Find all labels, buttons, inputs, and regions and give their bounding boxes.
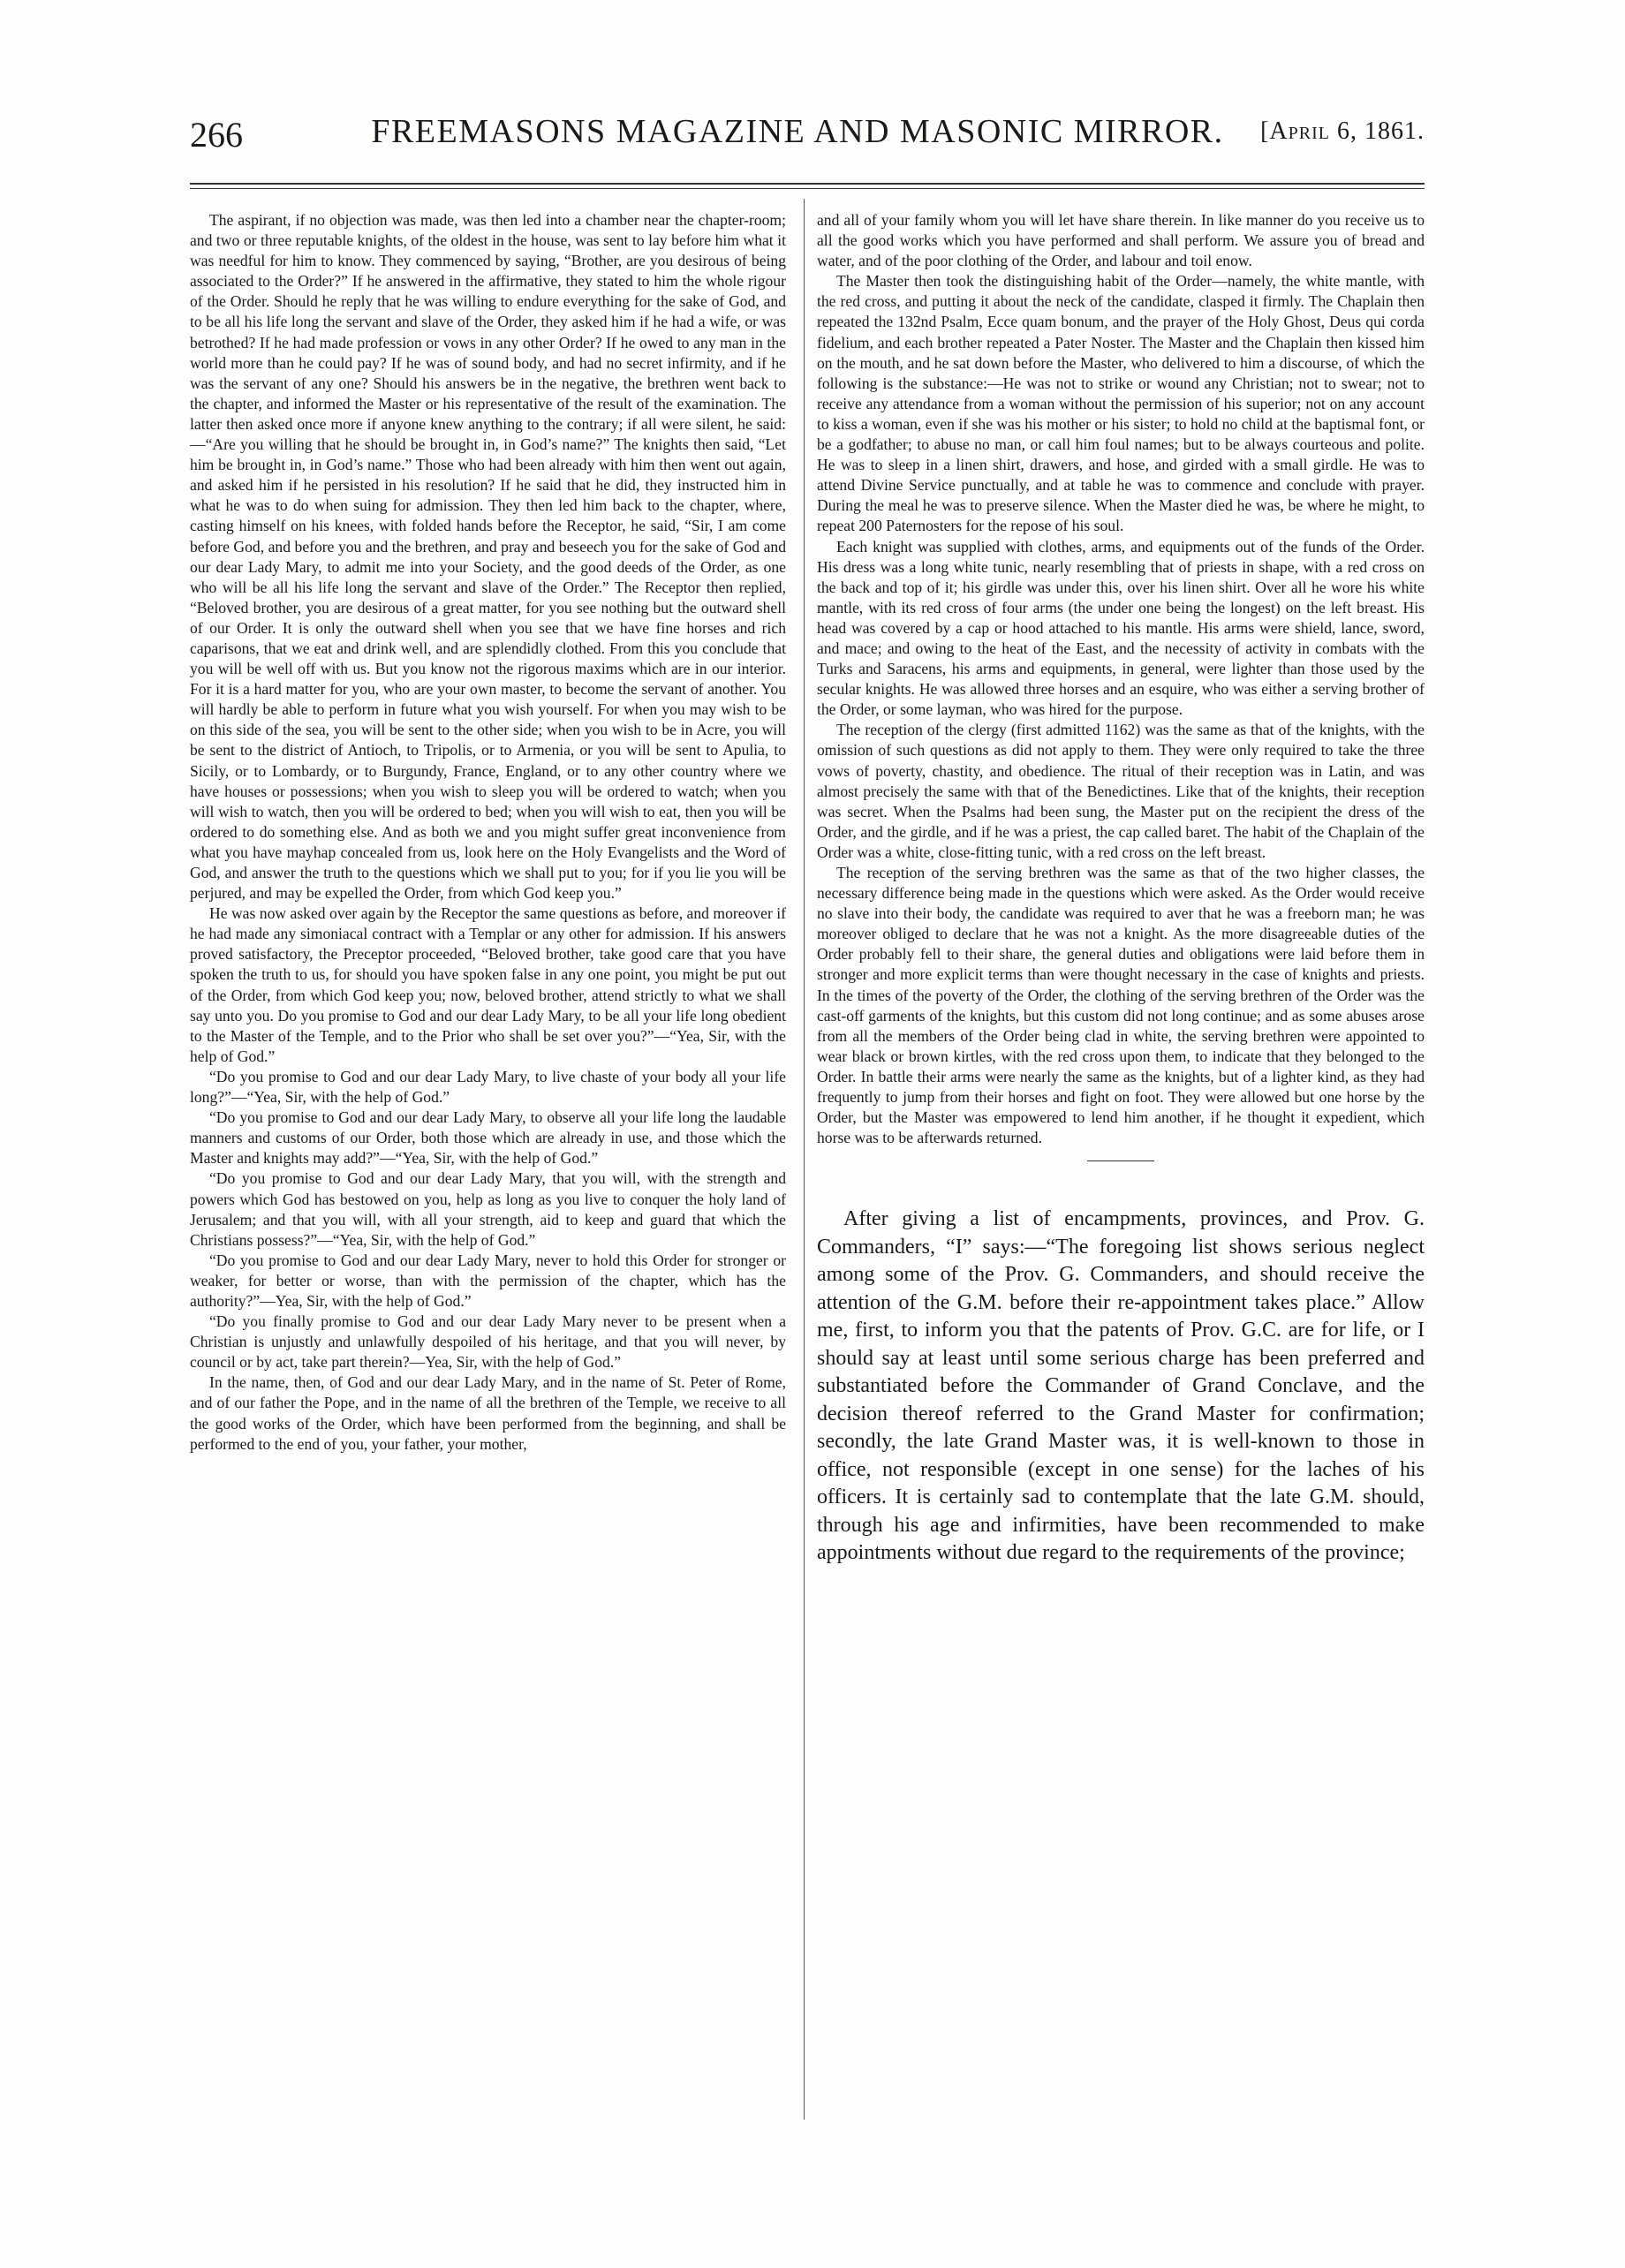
paragraph: “Do you finally promise to God and our dear Lady Mary never to be present when a Christian is unjustly and unlawfully despoiled of his heritage, and that you will never, by council or by act, take part therein?—Yea, Sir, with the help of God.” — [190, 1312, 786, 1372]
paragraph: “Do you promise to God and our dear Lady Mary, never to hold this Order for stronger or weaker, for better or worse, than with the permission of the chapter, which has the authority?”—Yea, Sir, with the help of God.” — [190, 1251, 786, 1310]
paragraph: The reception of the serving brethren was the same as that of the two higher classes, the necessary difference being made in the questions which were asked. As the Order would receive no slave into their body, the candidate was required to aver that he was a freeborn man; he was moreover obliged to declare that he was not a knight. As the more disagreeable duties of the Order probably fell to their share, the general duties and obligations were laid before them in stronger and more explicit terms than were thought necessary in the case of knights and priests. In the times of the poverty of the Order, the clothing of the serving brethren of the Order was the cast-off garments of the knights, but this custom did not long continue; and as some abuses arose from all the members of the Order being clad in white, the serving brethren were appointed to wear black or brown kirtles, with the red cross upon them, to indicate that they belonged to the Order. In battle their arms were nearly the same as the knights, but of a lighter kind, as they had frequently to jump from their horses and fight on foot. They were allowed but one horse by the Order, but the Master was empowered to lend him another, if he thought it expedient, which horse was to be afterwards returned. — [817, 864, 1425, 1147]
paragraph: The reception of the clergy (first admitted 1162) was the same as that of the knights, with the omission of such questions as did not apply to them. They were only required to take the three vows of poverty, chastity, and obedience. The ritual of their reception was in Latin, and was almost precisely the same with that of the Benedictines. Like that of the knights, their reception was secret. When the Psalms had been sung, the Master put on the recipient the dress of the Order, and the girdle, and if he was a priest, the cap called baret. The habit of the Chaplain of the Order was a white, close-fitting tunic, with a red cross on the left breast. — [817, 721, 1425, 861]
paragraph: He was now asked over again by the Receptor the same questions as before, and moreover if he had made any simoniacal contract with a Templar or any other for admission. If his answers proved satisfactory, the Preceptor proceeded, “Beloved brother, take good care that you have spoken the truth to us, for should you have spoken false in any one point, you might be put out of the Order, from which God keep you; now, beloved brother, attend strictly to what we shall say unto you. Do you promise to God and our dear Lady Mary, to be all your life long obedient to the Master of the Temple, and to the Prior who shall be set over you?”—“Yea, Sir, with the help of God.” — [190, 904, 786, 1065]
paragraph: The aspirant, if no objection was made, was then led into a chamber near the chapter-room; and two or three reputable knights, of the oldest in the house, was sent to lay before him what it was needful for him to know. They commenced by saying, “Brother, are you desirous of being associated to the Order?” If he answered in the affirmative, they stated to him the whole rigour of the Order. Should he reply that he was willing to endure everything for the sake of God, and to be all his life long the servant and slave of the Order, they asked him if he had a wife, or was betrothed? If he had made profession or vows in any other Order? If he owed to any man in the world more than he could pay? If he was of sound body, and had no secret infirmity, and if he was the servant of any one? Should his answers be in the negative, the brethren went back to the chapter, and informed the Master or his representative of the result of the examination. The latter then asked once more if anyone knew anything to the contrary; if all were silent, he said:—“Are you willing that he should be brought in, in God’s name?” The knights then said, “Let him be brought in, in God’s name.” Those who had been already with him then went out again, and asked him if he persisted in his resolution? If he said that he did, they instructed him in what he was to do when suing for admission. They then led him back to the chapter, where, casting himself on his knees, with folded hands before the Receptor, he said, “Sir, I am come before God, and before you and the brethren, and pray and beseech you for the sake of God and our dear Lady Mary, to admit me into your Society, and the good deeds of the Order, as one who will be all his life long the servant and slave of the Order.” The Receptor then replied, “Beloved brother, you are desirous of a great matter, for you see nothing but the outward shell of our Order. It is only the outward shell when you see that we have fine horses and rich caparisons, that we eat and drink well, and are splendidly clothed. From this you conclude that you will be well off with us. But you know not the rigorous maxims which are in our interior. For it is a hard matter for you, who are your own master, to become the servant of another. You will hardly be able to perform in future what you wish yourself. For when you may wish to be on this side of the sea, you will be sent to the other side; when you wish to be in Acre, you will be sent to the district of Antioch, to Tripolis, or to Armenia, or you will be sent to Apulia, to Sicily, or to Lombardy, or to Burgundy, France, England, or to any other country where we have houses or possessions; when you wish to sleep you will be ordered to watch; when you will wish to watch, then you will be ordered to bed; when you will wish to eat, then you will be ordered to do something else. And as both we and you might suffer great inconvenience from what you have mayhap concealed from us, look here on the Holy Evangelists and the Word of God, and answer the truth to the questions which we shall put to you; for if you lie you will be perjured, and may be expelled the Order, from which God keep you.” — [190, 211, 786, 903]
paragraph: “Do you promise to God and our dear Lady Mary, to live chaste of your body all your life long?”—“Yea, Sir, with the help of God.” — [190, 1067, 786, 1107]
header-rule-thin — [190, 188, 1425, 189]
paragraph-continued: and all of your family whom you will let have share therein. In like manner do you receive us to all the good works which you have performed and shall perform. We assure you of bread and water, and of the poor clothing of the Order, and labour and toil enow. — [817, 211, 1425, 270]
paragraph: Each knight was supplied with clothes, arms, and equipments out of the funds of the Order. His dress was a long white tunic, nearly resembling that of priests in shape, with a red cross on the back and top of it; his girdle was under this, over his linen shirt. Over all he wore his white mantle, with its red cross of four arms (the under one being the longest) on the left breast. His head was covered by a cap or hood attached to his mantle. His arms were shield, lance, sword, and mace; and owing to the heat of the East, and the necessity of activity in combats with the Turks and Saracens, his arms and equipments, in general, were lighter than those used by the secular knights. He was allowed three horses and an esquire, who was either a serving brother of the Order, or some layman, who was hired for the purpose. — [817, 537, 1425, 719]
page-number: 266 — [190, 115, 243, 155]
page-header — [190, 110, 1425, 163]
issue-date: [April 6, 1861. — [1260, 117, 1425, 145]
header-rule — [190, 183, 1425, 185]
section-divider-rule — [1087, 1160, 1154, 1161]
paragraph: “Do you promise to God and our dear Lady Mary, that you will, with the strength and powers which God has bestowed on you, help as long as you live to conquer the holy land of Jerusalem; and that you will, with all your strength, aid to keep and guard that which the Christians possess?”—“Yea, Sir, with the help of God.” — [190, 1169, 786, 1249]
paragraph: The Master then took the distinguishing habit of the Order—namely, the white mantle, with the red cross, and putting it about the neck of the candidate, clasped it firmly. The Chaplain then repeated the 132nd Psalm, Ecce quam bonum, and the prayer of the Holy Ghost, Deus qui corda fidelium, and each brother repeated a Pater Noster. The Master and the Chaplain then kissed him on the mouth, and he sat down before the Master, who delivered to him a discourse, of which the following is the substance:—He was not to strike or wound any Christian; not to swear; not to receive any attendance from a woman without the permission of his superior; not on any account to kiss a woman, even if she was his mother or his sister; to hold no child at the baptismal font, or be a godfather; to abuse no man, or call him foul names; but to be always courteous and polite. He was to sleep in a linen shirt, drawers, and hose, and girded with a small girdle. He was to attend Divine Service punctually, and at table he was to commence and conclude with prayer. During the meal he was to preserve silence. When the Master died he was, be where he might, to repeat 200 Paternosters for the repose of his soul. — [817, 272, 1425, 535]
paragraph: “Do you promise to God and our dear Lady Mary, to observe all your life long the laudable manners and customs of our Order, both those which are already in use, and those which the Master and knights may add?”—“Yea, Sir, with the help of God.” — [190, 1108, 786, 1168]
masthead-title: FREEMASONS MAGAZINE AND MASONIC MIRROR. — [371, 113, 1224, 150]
paragraph: In the name, then, of God and our dear Lady Mary, and in the name of St. Peter of Rome, and of our father the Pope, and in the name of all the brethren of the Temple, we receive to all the good works of the Order, which have been performed from the beginning, and shall be performed to the end of you, your father, your mother, — [190, 1373, 786, 1453]
letter-paragraph: After giving a list of encampments, provinces, and Prov. G. Commanders, “I” says:—“The foregoing list shows serious neglect among some of the Prov. G. Commanders, and should receive the attention of the G.M. before their re-appointment takes place.” Allow me, first, to inform you that the patents of Prov. G.C. are for life, or I should say at least until some serious charge has been preferred and substantiated before the Commander of Grand Conclave, and the decision thereof referred to the Grand Master for confirmation; secondly, the late Grand Master was, it is well-known to those in office, not responsible (except in one sense) for the laches of his officers. It is certainly sad to contemplate that the late G.M. should, through his age and infirmities, have been recommended to make appointments without due regard to the requirements of the province; — [817, 1207, 1425, 1565]
left-column — [190, 210, 786, 1455]
right-column — [817, 210, 1425, 1568]
column-divider — [804, 199, 805, 2120]
